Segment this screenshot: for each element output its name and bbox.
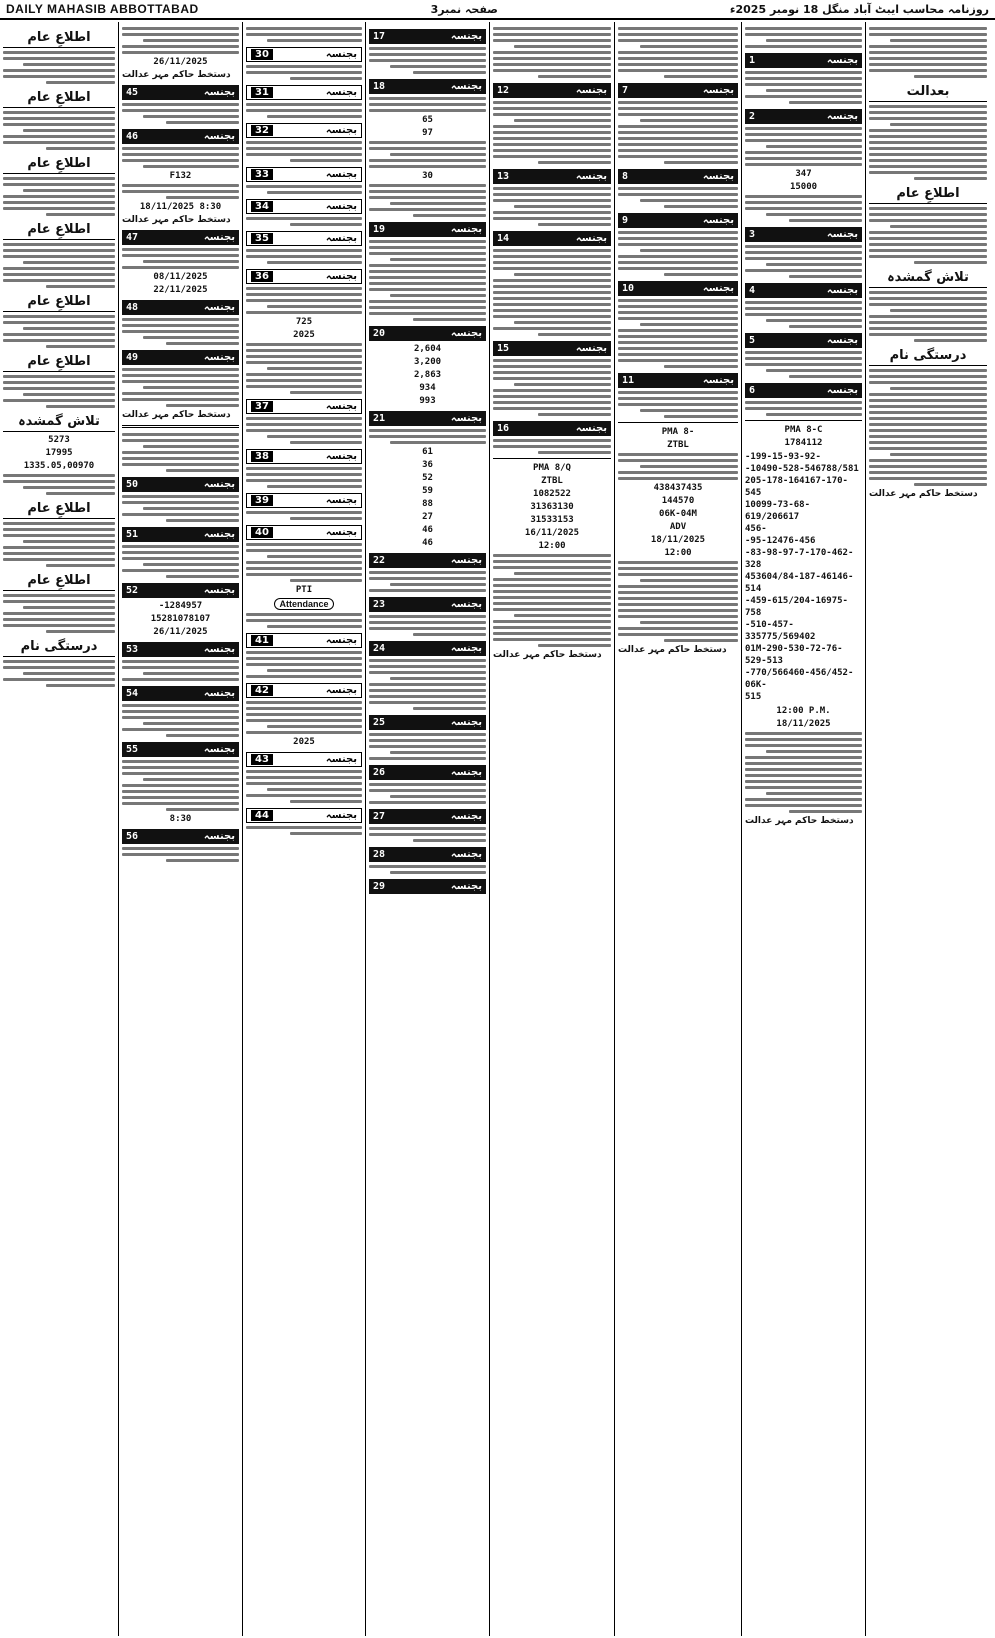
column-1 [0,22,118,1636]
notice-header: بجنسہ 42 [246,683,362,698]
notice-header: بجنسہ 54 [122,686,239,701]
notice-header: بجنسہ 35 [246,231,362,246]
notice-header: بجنسہ 17 [369,29,486,44]
notice-header: بجنسہ 44 [246,808,362,823]
notice-header: بجنسہ 49 [122,350,239,365]
notice-header: بجنسہ 43 [246,752,362,767]
notice-title: اطلاعِ عام [3,30,115,48]
ref-number: 5273 [48,435,70,445]
notice-header: بجنسہ 37 [246,399,362,414]
notice-header: بجنسہ 16 [493,421,611,436]
notice-header: بجنسہ 55 [122,742,239,757]
date-ref: 26/11/2025 [153,57,208,67]
notice-header: بجنسہ 22 [369,553,486,568]
notice-header: بجنسہ 4 [745,283,862,298]
notice-header: بجنسہ 14 [493,231,611,246]
page-label: صفحہ نمبر3 [430,2,498,16]
notice-header: بجنسہ 24 [369,641,486,656]
notice-title: اطلاعِ عام [3,573,115,591]
notice-header: بجنسہ 30 [246,47,362,62]
notice-header: بجنسہ 12 [493,83,611,98]
notice-title: اطلاعِ عام [3,156,115,174]
date-ref: 18/11/2025 8:30 [139,202,222,212]
notice-header: بجنسہ 48 [122,300,239,315]
notice-title: اطلاعِ عام [3,501,115,519]
notice-header: بجنسہ 3 [745,227,862,242]
notice-header: بجنسہ 11 [618,373,738,388]
notice-header: بجنسہ 8 [618,169,738,184]
notice-header: بجنسہ 13 [493,169,611,184]
notice-header: بجنسہ 9 [618,213,738,228]
notice-header: بجنسہ 25 [369,715,486,730]
lost-title: تلاش گمشدہ [3,414,115,432]
notice-header: بجنسہ 40 [246,525,362,540]
notice-header: بجنسہ 28 [369,847,486,862]
notice-header: بجنسہ 46 [122,129,239,144]
notice-title: اطلاعِ عام [3,222,115,240]
page-grid [0,22,995,1636]
column-7: بجنسہ 1 بجنسہ 2 347 15000 بجنسہ 3 بجنسہ 4 بجنسہ 5 بجنسہ 6 PMA 8-C 1784112 -199-15-93-92- -10490-528-546788/581 205-178-164167-170-545 10099-73-68-619/206617 456- -95-12476-456 -83-98-97-7-170-462-328 453604/84-187-46146-514 -459-615/204-16975-758 -510-457-335775/569402 01M-290-530-72-76-529-513 -770/566460-456/452-06K- 515 12:00 P.M. 18/11/2025 دستخط حاکم مہر عدالت [741,22,865,1636]
column-2: 26/11/2025 دستخط حاکم مہر عدالت بجنسہ 45 بجنسہ 46 F132 18/11/2025 8:30 دستخط حاکم مہر عدالت بجنسہ 47 08/11/2025 22/11/2025 بجنسہ 48 بجنسہ 49 دستخط حاکم مہر عدالت بجنسہ 50 بجنسہ 51 بجنسہ 52 -1284957 15281078107 26/11/2025 بجنسہ 53 بجنسہ 54 بجنسہ 55 8:30 بجنسہ 56 [118,22,242,1636]
column-3: بجنسہ 30 بجنسہ 31 بجنسہ 32 بجنسہ 33 بجنسہ 34 بجنسہ 35 بجنسہ 36 725 2025 بجنسہ 37 بجنسہ 38 بجنسہ 39 بجنسہ 40 PTI Attendance بجنسہ 41 بجنسہ 42 2025 بجنسہ 43 بجنسہ 44 [242,22,365,1636]
notice-header: بجنسہ 1 [745,53,862,68]
notice-header: بجنسہ 23 [369,597,486,612]
notice-header: بجنسہ 32 [246,123,362,138]
notice-title: اطلاعِ عام [3,354,115,372]
notice-header: بجنسہ 20 [369,326,486,341]
notice-header: بجنسہ 47 [122,230,239,245]
dateline: روزنامہ محاسب ایبٹ آباد منگل 18 نومبر 2025ء [729,2,989,16]
notice-header: بجنسہ 19 [369,222,486,237]
notice-header: بجنسہ 33 [246,167,362,182]
notice-header: بجنسہ 2 [745,109,862,124]
masthead [0,0,995,20]
correction-title: درستگی نام [3,639,115,657]
ref: F132 [169,171,192,181]
notice-header: بجنسہ 29 [369,879,486,894]
notice-header: بجنسہ 27 [369,809,486,824]
reference-list: -199-15-93-92- -10490-528-546788/581 205-178-164167-170-545 10099-73-68-619/206617 456- -95-12476-456 -83-98-97-7-170-462-328 453604/84-187-46146-514 -459-615/204-16975-758 -510-457-335775/569402 01M-290-530-72-76-529-513 -770/566460-456/452-06K- 515 [745,452,859,702]
notice-header: بجنسہ 39 [246,493,362,508]
notice-header: بجنسہ 21 [369,411,486,426]
notice-header: بجنسہ 18 [369,79,486,94]
ref-number: 1335.05,00970 [23,461,95,471]
notice-header: بجنسہ 34 [246,199,362,214]
notice-header: بجنسہ 36 [246,269,362,284]
ref-number: 17995 [45,448,73,458]
notice-header: بجنسہ 10 [618,281,738,296]
notice-header: بجنسہ 41 [246,633,362,648]
paper-name: DAILY MAHASIB ABBOTTABAD [6,2,199,16]
notice-title: اطلاعِ عام [3,90,115,108]
notice-header: بجنسہ 7 [618,83,738,98]
notice-header: بجنسہ 38 [246,449,362,464]
notice-header: بجنسہ 5 [745,333,862,348]
notice-header: بجنسہ 15 [493,341,611,356]
notice-header: بجنسہ 53 [122,642,239,657]
notice-header: بجنسہ 50 [122,477,239,492]
column-4: بجنسہ 17 بجنسہ 18 65 97 30 بجنسہ 19 بجنسہ 20 2,604 3,200 2,863 934 993 بجنسہ 21 61 36 52 59 88 27 46 46 بجنسہ 22 بجنسہ 23 بجنسہ 24 بجنسہ 25 بجنسہ 26 بجنسہ 27 بجنسہ 28 بجنسہ 29 [365,22,489,1636]
notice-header: بجنسہ 51 [122,527,239,542]
notice-header: بجنسہ 56 [122,829,239,844]
notice-header: بجنسہ 26 [369,765,486,780]
notice-header: بجنسہ 52 [122,583,239,598]
column-8: بعدالت اطلاعِ عام تلاش گمشدہ درستگی نام دستخط حاکم مہر عدالت [865,22,990,1636]
column-5: بجنسہ 12 بجنسہ 13 بجنسہ 14 بجنسہ 15 بجنسہ 16 PMA 8/Q ZTBL 1082522 31363130 31533153 16/11/2025 12:00 دستخط حاکم مہر عدالت [489,22,614,1636]
notice-header: بجنسہ 45 [122,85,239,100]
notice-title: اطلاعِ عام [3,294,115,312]
notice-header: بجنسہ 6 [745,383,862,398]
attendance-tag: Attendance [274,598,333,610]
signature: دستخط حاکم مہر عدالت [122,70,231,80]
column-6: بجنسہ 7 بجنسہ 8 بجنسہ 9 بجنسہ 10 بجنسہ 11 PMA 8- ZTBL 438437435 144570 06K-04M ADV 18/11/2025 12:00 دستخط حاکم مہر عدالت [614,22,741,1636]
notice-header: بجنسہ 31 [246,85,362,100]
